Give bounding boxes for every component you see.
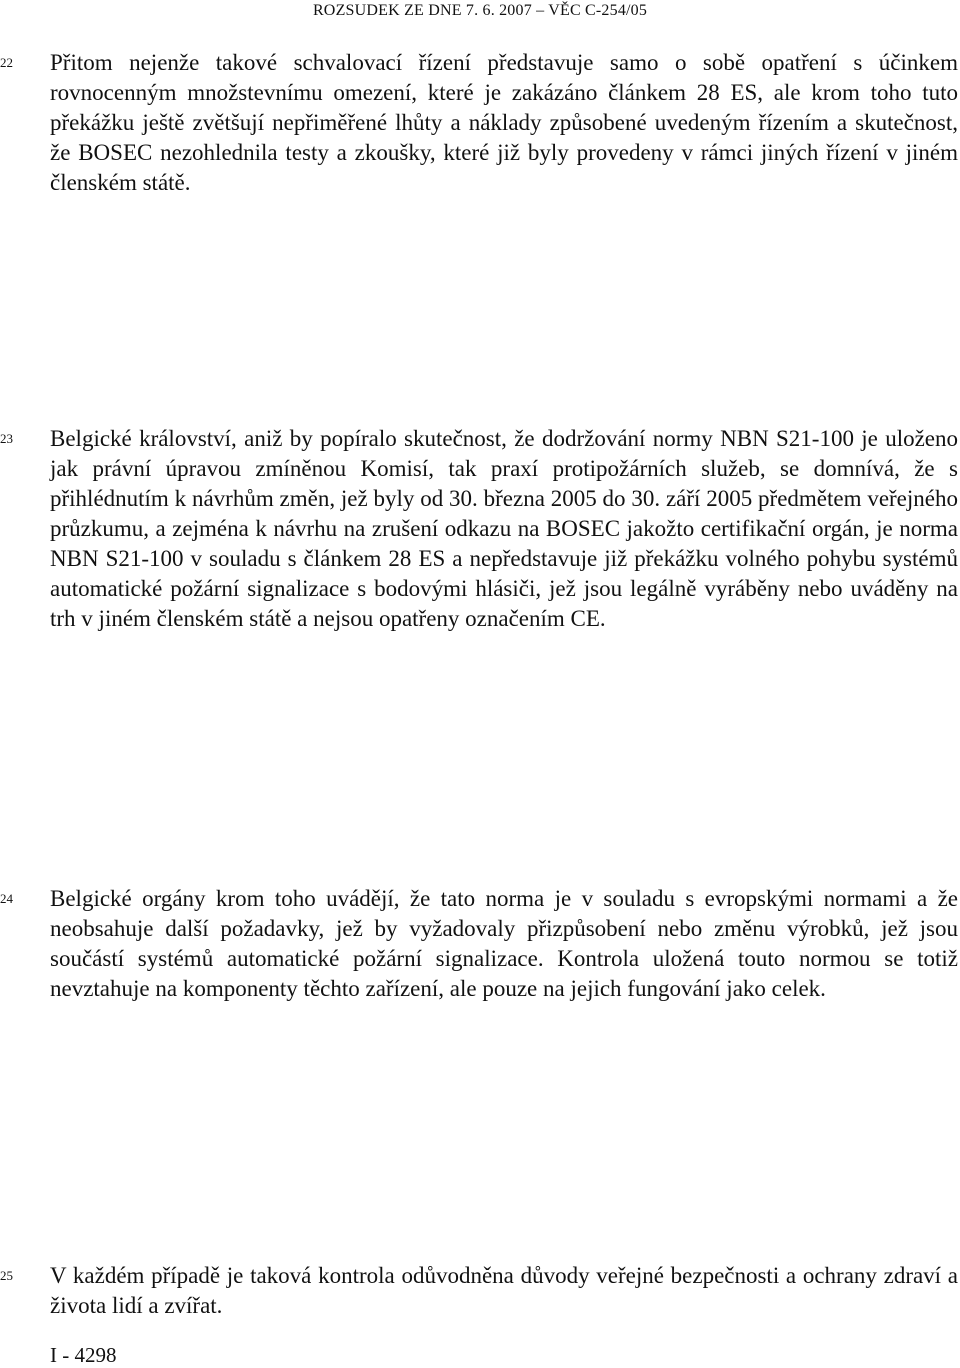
paragraph-text: Belgické království, aniž by popíralo skutečnost, že dodržování normy NBN S21-100 je uloženo jak právní úpravou zmíněnou Komisí, tak praxí protipožárních služeb, se domnívá, že s přihlédnutím k návrhům změn, jež byly od 30. března 2005 do 30. září 2005 předmětem veřejného průzkumu, a zejména k návrhu na zrušení odkazu na BOSEC jakožto certifikační orgán, je norma NBN S21-100 v souladu s článkem 28 ES a nepředstavuje již překážku volného pohybu systémů automatické požární signalizace s bodovými hlásiči, jež jsou legálně vyráběny nebo uváděny na trh v jiném členském státě a nejsou opatřeny označením CE.	[50, 426, 958, 631]
paragraph-text: V každém případě je taková kontrola odůvodněna důvody veřejné bezpečnosti a ochrany zdraví a života lidí a zvířat.	[50, 1263, 958, 1318]
paragraph-number: 25	[0, 1268, 13, 1283]
page-number: I - 4298	[50, 1343, 117, 1367]
paragraph-text: Přitom nejenže takové schvalovací řízení představuje samo o sobě opatření s účinkem rovnocenným množstevnímu omezení, které je zakázáno článkem 28 ES, ale krom toho tuto překážku ještě zvětšují nepřiměřené lhůty a náklady způsobené uvedeným řízením a skutečnost, že BOSEC nezohlednila testy a zkoušky, které již byly provedeny v rámci jiných řízení v jiném členském státě.	[50, 50, 958, 195]
paragraph-number: 23	[0, 431, 13, 446]
paragraph-text: Belgické orgány krom toho uvádějí, že tato norma je v souladu s evropskými normami a že neobsahuje další požadavky, jež by vyžadovaly přizpůsobení nebo změnu výrobků, jež jsou součástí systémů automatické požární signalizace. Kontrola uložená touto normou se totiž nevztahuje na komponenty těchto zařízení, ale pouze na jejich fungování jako celek.	[50, 886, 958, 1001]
running-header: ROZSUDEK ZE DNE 7. 6. 2007 – VĚC C-254/05	[312, 2, 648, 19]
paragraph-number: 22	[0, 55, 13, 70]
paragraph-number: 24	[0, 891, 13, 906]
